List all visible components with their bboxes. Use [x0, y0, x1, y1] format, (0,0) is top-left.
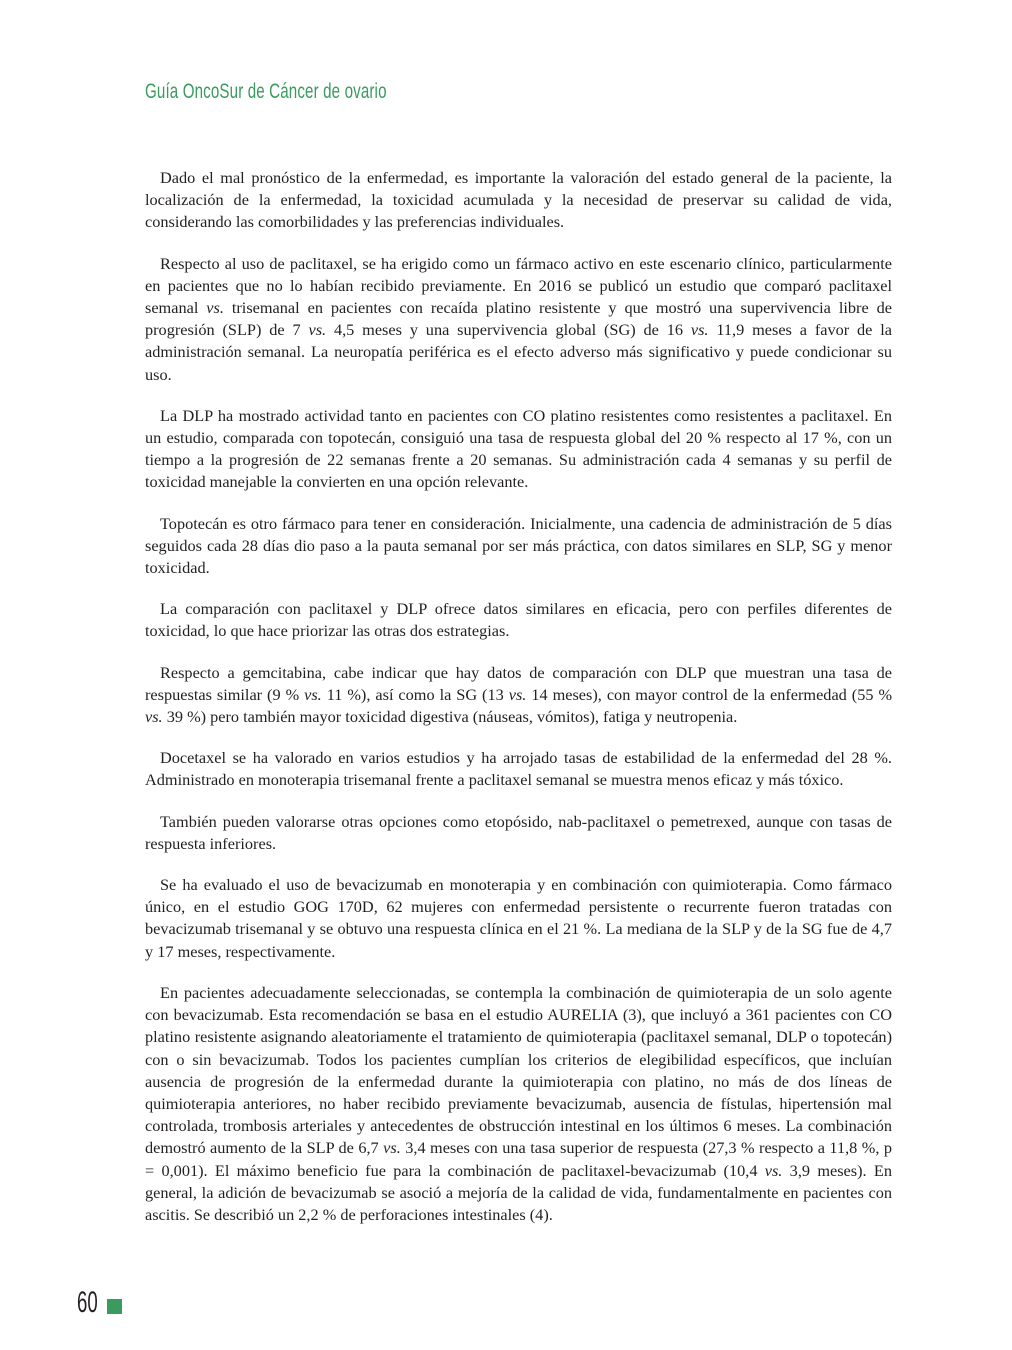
- running-title: Guía OncoSur de Cáncer de ovario: [145, 80, 387, 103]
- paragraph: La comparación con paclitaxel y DLP ofrece datos similares en eficacia, pero con perfiles diferentes de toxicidad, lo que hace priorizar las otras dos estrategias.: [145, 599, 892, 641]
- paragraph: Respecto a gemcitabina, cabe indicar que hay datos de comparación con DLP que muestran una tasa de respuestas similar (9 % vs. 11 %), así como la SG (13 vs. 14 meses), con mayor control de la enfermedad (55 % vs. 39 %) pero también mayor toxicidad digestiva (náuseas, vómitos), fatiga y neutropenia.: [145, 662, 893, 727]
- page-marker-square-icon: [107, 1299, 122, 1314]
- paragraph: Se ha evaluado el uso de bevacizumab en monoterapia y en combinación con quimioterapia. Como fármaco único, en el estudio GOG 170D, 62 mujeres con enfermedad persistente o recurrente fueron tratadas con bevacizumab trisemanal y se obtuvo una respuesta clínica en el 21 %. La mediana de la SLP y de la SG fue de 4,7 y 17 meses, respectivamente.: [145, 875, 892, 961]
- paragraph: También pueden valorarse otras opciones como etopósido, nab-paclitaxel o pemetrexed, aunque con tasas de respuesta inferiores.: [145, 811, 892, 853]
- paragraph: Topotecán es otro fármaco para tener en consideración. Inicialmente, una cadencia de administración de 5 días seguidos cada 28 días dio paso a la pauta semanal por ser más práctica, con datos similares en SLP, SG y menor toxicidad.: [145, 513, 892, 578]
- paragraph: Dado el mal pronóstico de la enfermedad, es importante la valoración del estado general de la paciente, la localización de la enfermedad, la toxicidad acumulada y la necesidad de preservar su calidad de vida, considerando las comorbilidades y las preferencias individuales.: [145, 168, 892, 232]
- paragraph: En pacientes adecuadamente seleccionadas, se contempla la combinación de quimioterapia de un solo agente con bevacizumab. Esta recomendación se basa en el estudio AURELIA (3), que incluyó a 361 pacientes con CO platino resistente asignando aleatoriamente el tratamiento de quimioterapia (paclitaxel semanal, DLP o topotecán) con o sin bevacizumab. Todos los pacientes cumplían los criterios de elegibilidad específicos, que incluían ausencia de progresión de la enfermedad durante la quimioterapia con platino, no más de dos líneas de quimioterapia anteriores, no haber recibido previamente bevacizumab, ausencia de fístulas, hipertensión mal controlada, trombosis arteriales y antecedentes de obstrucción intestinal en los últimos 6 meses. La combinación demostró aumento de la SLP de 6,7 vs. 3,4 meses con una tasa superior de respuesta (27,3 % respecto a 11,8 %, p = 0,001). El máximo beneficio fue para la combinación de paclitaxel-bevacizumab (10,4 vs. 3,9 meses). En general, la adición de bevacizumab se asoció a mejoría de la calidad de vida, fundamentalmente en pacientes con ascitis. Se describió un 2,2 % de perforaciones intestinales (4).: [145, 982, 892, 1224]
- body-text: [145, 167, 892, 1245]
- paragraph: Docetaxel se ha valorado en varios estudios y ha arrojado tasas de estabilidad de la enfermedad del 28 %. Administrado en monoterapia trisemanal frente a paclitaxel semanal se muestra menos eficaz y más tóxico.: [145, 748, 892, 790]
- paragraph: La DLP ha mostrado actividad tanto en pacientes con CO platino resistentes como resistentes a paclitaxel. En un estudio, comparada con topotecán, consiguió una tasa de respuesta global del 20 % respecto al 17 %, con un tiempo a la progresión de 22 semanas frente a 20 semanas. Su administración cada 4 semanas y su perfil de toxicidad manejable la convierten en una opción relevante.: [145, 405, 892, 492]
- paragraph: Respecto al uso de paclitaxel, se ha erigido como un fármaco activo en este escenario clínico, particularmente en pacientes que no lo habían recibido previamente. En 2016 se publicó un estudio que comparó paclitaxel semanal vs. trisemanal en pacientes con recaída platino resistente y que mostró una supervivencia libre de progresión (SLP) de 7 vs. 4,5 meses y una supervivencia global (SG) de 16 vs. 11,9 meses a favor de la administración semanal. La neuropatía periférica es el efecto adverso más significativo y puede condicionar su uso.: [145, 253, 892, 384]
- page-number: 60: [77, 1286, 98, 1319]
